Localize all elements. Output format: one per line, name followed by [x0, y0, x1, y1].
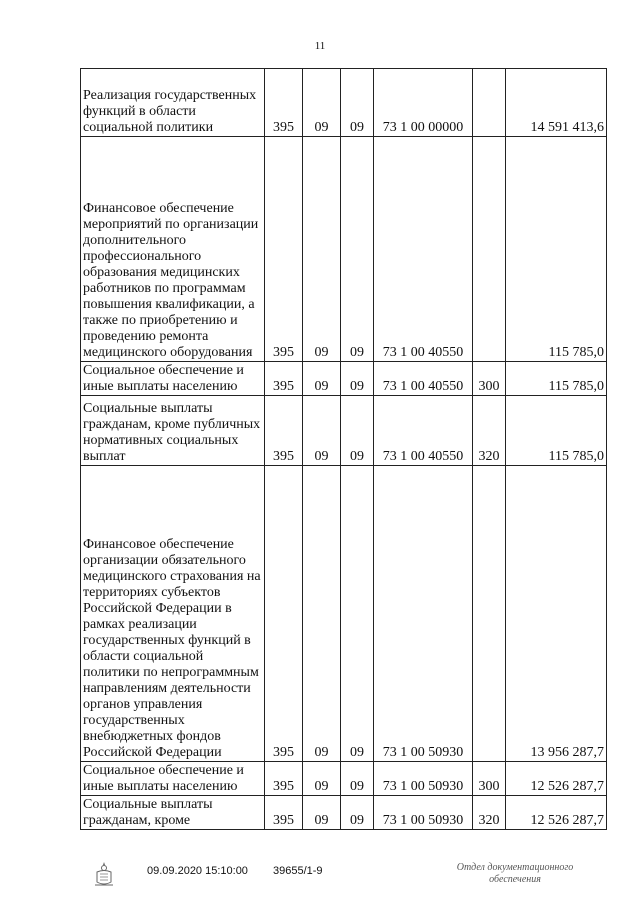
row-amount: 12 526 287,7 — [506, 796, 607, 830]
row-name: Финансовое обеспечение мероприятий по организации дополнительного профессионального образования медицинских работников по программам повышения квалификации, а также по приобретению и проведению ремонта медицинского оборудования — [81, 137, 265, 362]
footer-datetime: 09.09.2020 15:10:00 — [147, 865, 248, 877]
row-admin-code: 395 — [265, 396, 303, 466]
row-amount: 115 785,0 — [506, 362, 607, 396]
table-row — [81, 137, 607, 362]
row-expense-type — [473, 69, 506, 137]
row-target-code: 73 1 00 00000 — [374, 69, 473, 137]
row-name: Социальные выплаты гражданам, кроме публичных нормативных социальных выплат — [81, 396, 265, 466]
row-admin-code: 395 — [265, 137, 303, 362]
row-subsection-code: 09 — [341, 362, 374, 396]
row-name: Социальное обеспечение и иные выплаты населению — [81, 362, 265, 396]
row-section-code: 09 — [303, 796, 341, 830]
row-target-code: 73 1 00 40550 — [374, 137, 473, 362]
table-row — [81, 362, 607, 396]
row-amount: 115 785,0 — [506, 396, 607, 466]
row-expense-type — [473, 466, 506, 762]
row-target-code: 73 1 00 50930 — [374, 466, 473, 762]
row-admin-code: 395 — [265, 69, 303, 137]
department-stamp — [440, 862, 590, 886]
budget-table — [80, 68, 607, 830]
table-row — [81, 396, 607, 466]
row-amount: 13 956 287,7 — [506, 466, 607, 762]
row-subsection-code: 09 — [341, 466, 374, 762]
table-row — [81, 796, 607, 830]
row-amount: 12 526 287,7 — [506, 762, 607, 796]
row-amount: 115 785,0 — [506, 137, 607, 362]
emblem-icon — [92, 860, 116, 888]
row-admin-code: 395 — [265, 466, 303, 762]
row-target-code: 73 1 00 50930 — [374, 796, 473, 830]
row-expense-type: 320 — [473, 396, 506, 466]
page-footer — [0, 860, 640, 900]
row-target-code: 73 1 00 50930 — [374, 762, 473, 796]
row-target-code: 73 1 00 40550 — [374, 362, 473, 396]
row-expense-type: 300 — [473, 762, 506, 796]
row-expense-type — [473, 137, 506, 362]
table-row — [81, 69, 607, 137]
table-row — [81, 762, 607, 796]
row-name: Финансовое обеспечение организации обязательного медицинского страхования на территориях субъектов Российской Федерации в рамках реализации государственных функций в области социальной политики по непрограммным направлениям деятельности органов управления государственных внебюджетных фондов Российской Федерации — [81, 466, 265, 762]
row-section-code: 09 — [303, 466, 341, 762]
row-subsection-code: 09 — [341, 137, 374, 362]
row-target-code: 73 1 00 40550 — [374, 396, 473, 466]
row-subsection-code: 09 — [341, 762, 374, 796]
row-subsection-code: 09 — [341, 796, 374, 830]
row-section-code: 09 — [303, 69, 341, 137]
footer-document-code: 39655/1-9 — [273, 865, 323, 877]
row-subsection-code: 09 — [341, 396, 374, 466]
stamp-line-2: обеспечения — [489, 874, 541, 885]
row-admin-code: 395 — [265, 796, 303, 830]
row-section-code: 09 — [303, 396, 341, 466]
row-name: Реализация государственных функций в области социальной политики — [81, 69, 265, 137]
row-section-code: 09 — [303, 762, 341, 796]
row-admin-code: 395 — [265, 362, 303, 396]
row-name: Социальные выплаты гражданам, кроме — [81, 796, 265, 830]
row-amount: 14 591 413,6 — [506, 69, 607, 137]
row-section-code: 09 — [303, 362, 341, 396]
stamp-line-1: Отдел документационного — [456, 862, 574, 873]
row-expense-type: 300 — [473, 362, 506, 396]
row-name: Социальное обеспечение и иные выплаты населению — [81, 762, 265, 796]
row-expense-type: 320 — [473, 796, 506, 830]
page-number: 11 — [314, 40, 326, 52]
row-admin-code: 395 — [265, 762, 303, 796]
row-section-code: 09 — [303, 137, 341, 362]
table-row — [81, 466, 607, 762]
row-subsection-code: 09 — [341, 69, 374, 137]
